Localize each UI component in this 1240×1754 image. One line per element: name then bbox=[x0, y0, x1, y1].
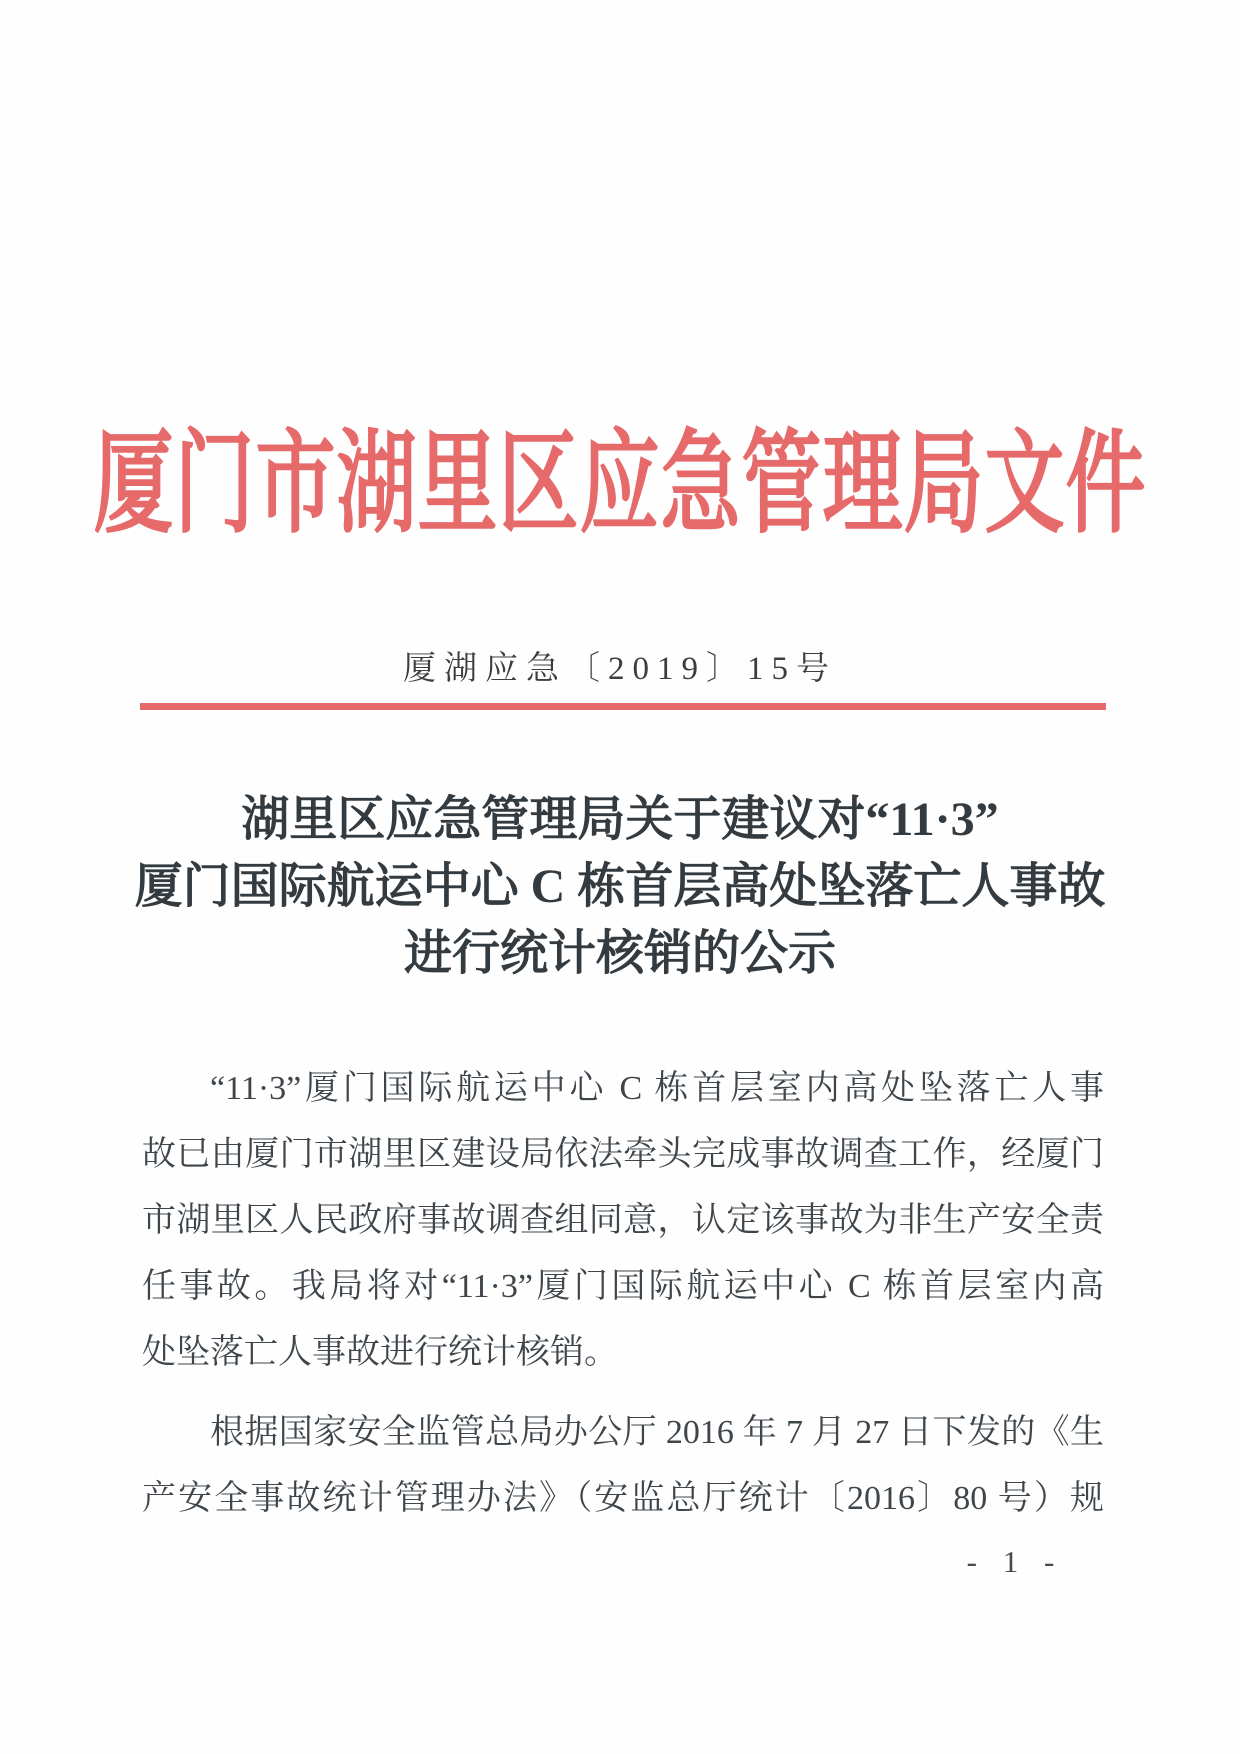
document-body bbox=[142, 1056, 1104, 1532]
document-title-line-1: 湖里区应急管理局关于建议对“11·3” bbox=[241, 793, 999, 846]
paragraph-2-line-2: 产安全事故统计管理办法》（安监总厅统计〔2016〕80 号）规 bbox=[142, 1480, 1104, 1517]
document-title-line-3: 进行统计核销的公示 bbox=[403, 927, 836, 980]
paragraph-1-line-1: “11·3”厦门国际航运中心 C 栋首层室内高处坠落亡人事 bbox=[210, 1070, 1104, 1107]
paragraph-2-line-1: 根据国家安全监管总局办公厅 2016 年 7 月 27 日下发的《生 bbox=[210, 1414, 1104, 1451]
red-divider-line bbox=[140, 703, 1106, 710]
document-title-line-2: 厦门国际航运中心 C 栋首层高处坠落亡人事故 bbox=[134, 860, 1106, 913]
letterhead bbox=[0, 408, 1240, 547]
letterhead-agency-title: 厦门市湖里区应急管理局文件 bbox=[93, 423, 1147, 547]
paragraph-1-line-4: 任事故。我局将对“11·3”厦门国际航运中心 C 栋首层室内高 bbox=[142, 1268, 1104, 1305]
paragraph-1-line-3: 市湖里区人民政府事故调查组同意，认定该事故为非生产安全责 bbox=[142, 1202, 1104, 1239]
paragraph-1-line-2: 故已由厦门市湖里区建设局依法牵头完成事故调查工作，经厦门 bbox=[142, 1136, 1104, 1173]
doc-reference-number: 厦湖应急〔2019〕15号 bbox=[403, 651, 837, 687]
paragraph-1 bbox=[142, 1056, 1104, 1386]
document-title bbox=[90, 786, 1150, 987]
paragraph-1-line-5: 处坠落亡人事故进行统计核销。 bbox=[142, 1334, 618, 1371]
paragraph-2 bbox=[142, 1400, 1104, 1532]
page-number: - 1 - bbox=[966, 1544, 1064, 1579]
